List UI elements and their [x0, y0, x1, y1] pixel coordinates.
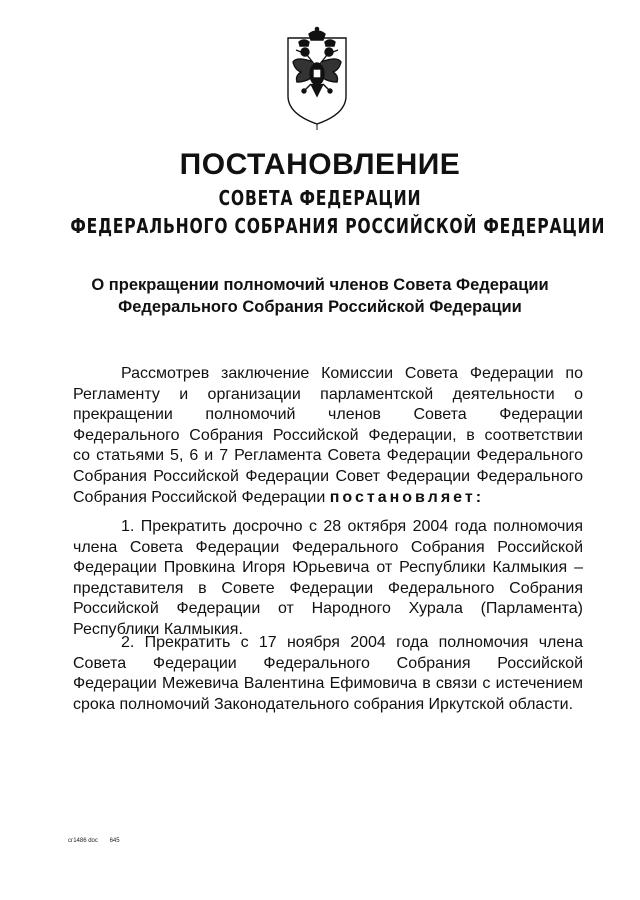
file-name: сг1486 doc: [68, 838, 98, 844]
preamble-paragraph: [73, 364, 583, 508]
paragraph-line-text: Собрания Российской Федерации: [73, 488, 326, 506]
paragraph-line: Совета Федерации Федерального Собрания Российской: [73, 654, 583, 672]
resolves-colon: :: [475, 488, 485, 506]
paragraph-line: представителя в Совете Федерации Федерального Собрания: [73, 579, 583, 597]
paragraph-line: Собрания Российской Федерации Совет Федерации Федерального: [73, 467, 583, 485]
paragraph-line: Федерации Межевича Валентина Ефимовича в связи с истечением: [73, 675, 583, 693]
paragraph-line: прекращении полномочий членов Совета Федерации: [73, 406, 583, 424]
paragraph-line: Российской Федерации от Народного Хурала (Парламента): [73, 600, 583, 618]
issuer-line-2: ФЕДЕРАЛЬНОГО СОБРАНИЯ РОССИЙСКОЙ ФЕДЕРАЦИИ: [70, 214, 606, 238]
resolution-item-2: [73, 633, 583, 715]
paragraph-line: срока полномочий Законодательного собрания Иркутской области.: [73, 695, 574, 713]
paragraph-line: Республики Калмыкия.: [73, 620, 243, 638]
file-code: 645: [109, 838, 120, 844]
document-title: ПОСТАНОВЛЕНИЕ: [179, 148, 461, 181]
paragraph-line: 1. Прекратить досрочно с 28 октября 2004 года полномочия: [121, 518, 583, 535]
paragraph-line: Регламенту и организации парламентской деятельности о: [73, 385, 583, 403]
paragraph-line: со статьями 5, 6 и 7 Регламента Совета Федерации Федерального: [73, 447, 583, 465]
coat-of-arms-icon: [283, 26, 351, 130]
resolution-item-1: [73, 517, 583, 641]
subject-line: О прекращении полномочий членов Совета Федерации: [91, 276, 549, 294]
subject-line: Федерального Собрания Российской Федерации: [118, 298, 522, 316]
paragraph-line: члена Совета Федерации Федерального Собрания Российской: [73, 538, 583, 556]
paragraph-line: Федерального Собрания Российской Федерации, в соответствии: [73, 426, 583, 444]
paragraph-line: Федерации Провкина Игоря Юрьевича от Республики Калмыкия –: [73, 559, 583, 577]
paragraph-line: Рассмотрев заключение Комиссии Совета Федерации по: [121, 365, 583, 382]
file-reference: [68, 838, 120, 844]
resolves-word: постановляет: [329, 488, 476, 506]
document-subject: [60, 274, 580, 318]
issuer-line-1: СОВЕТА ФЕДЕРАЦИИ: [218, 186, 422, 210]
paragraph-line: [73, 488, 583, 509]
paragraph-line: 2. Прекратить с 17 ноября 2004 года полномочия члена: [121, 634, 583, 651]
